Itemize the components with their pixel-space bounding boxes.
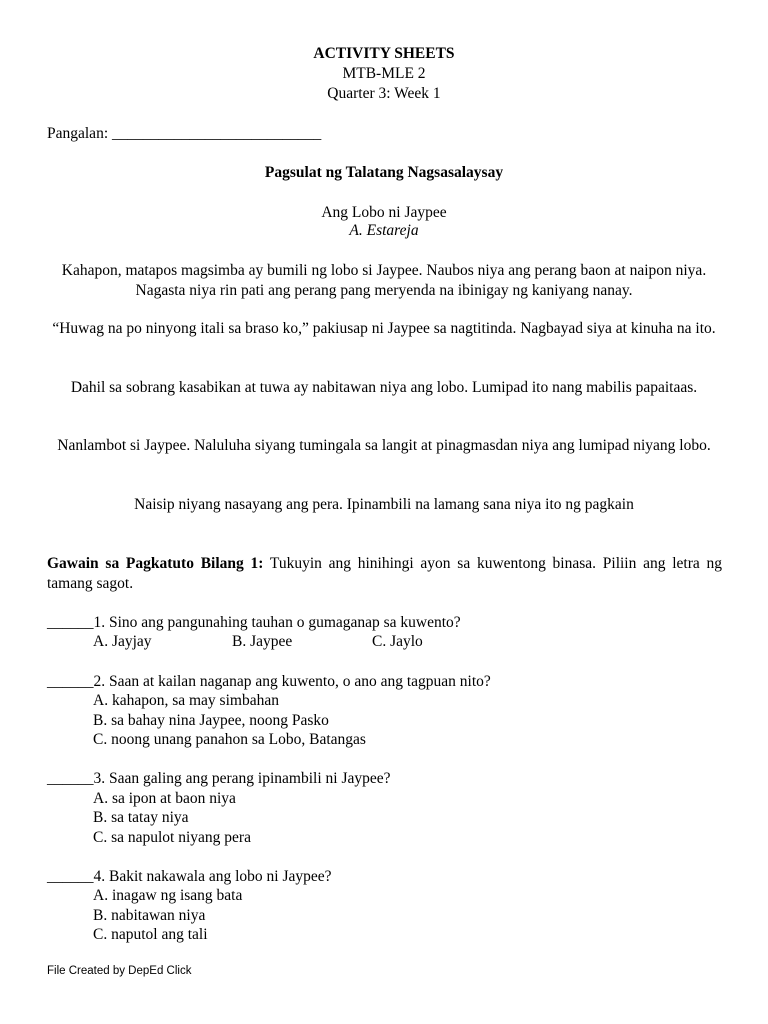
answer-blank: ______ — [47, 770, 94, 787]
answer-blank: ______ — [47, 673, 94, 690]
choice-a: A. inagaw ng isang bata — [93, 887, 243, 904]
answer-blank: ______ — [47, 868, 94, 885]
story-paragraph-2: “Huwag na po ninyong itali sa braso ko,” pakiusap ni Jaypee sa nagtitinda. Nagbayad siya at kinuha na ito. — [52, 320, 716, 337]
activity-instructions — [47, 554, 722, 593]
activity-label: Gawain sa Pagkatuto Bilang 1: — [47, 555, 264, 572]
story-paragraph-1: Kahapon, matapos magsimba ay bumili ng lobo si Jaypee. Naubos niya ang perang baon at naipon niya. Nagasta niya rin pati ang perang pang meryenda na ibinigay ng kaniyang nanay. — [61, 262, 707, 299]
choice-a: A. sa ipon at baon niya — [93, 790, 236, 807]
choice-b: B. nabitawan niya — [93, 907, 206, 924]
sheet-title: ACTIVITY SHEETS — [313, 45, 455, 62]
name-field — [47, 124, 321, 143]
question-1 — [47, 613, 461, 632]
choice-c: C. noong unang panahon sa Lobo, Batangas — [93, 731, 366, 748]
activity-text: Tukuyin ang hinihingi ayon sa kuwentong binasa. Piliin ang letra ng tamang sagot. — [47, 555, 722, 592]
choice-a: A. kahapon, sa may simbahan — [93, 692, 279, 709]
choice-c: C. sa napulot niyang pera — [93, 829, 251, 846]
choice-c: C. Jaylo — [372, 633, 423, 650]
name-label: Pangalan: — [47, 125, 109, 142]
lesson-title: Pagsulat ng Talatang Nagsasalaysay — [264, 164, 504, 181]
choice-c: C. naputol ang tali — [93, 926, 208, 943]
story-author: A. Estareja — [349, 222, 419, 239]
subject-label: MTB-MLE 2 — [342, 65, 426, 82]
question-2 — [47, 672, 491, 691]
story-title: Ang Lobo ni Jaypee — [321, 204, 447, 221]
story-paragraph-4: Nanlambot si Jaypee. Naluluha siyang tumingala sa langit at pinagmasdan niya ang lumipad niyang lobo. — [57, 437, 711, 454]
answer-blank: ______ — [47, 614, 94, 631]
choice-a: A. Jayjay — [93, 633, 152, 650]
question-4 — [47, 867, 332, 886]
choice-b: B. sa bahay nina Jaypee, noong Pasko — [93, 712, 329, 729]
question-text: 1. Sino ang pangunahing tauhan o gumaganap sa kuwento? — [93, 614, 461, 631]
question-text: 2. Saan at kailan naganap ang kuwento, o ano ang tagpuan nito? — [93, 673, 491, 690]
footer-credit: File Created by DepEd Click — [47, 965, 192, 977]
name-blank: ___________________________ — [112, 125, 322, 142]
question-text: 3. Saan galing ang perang ipinambili ni Jaypee? — [93, 770, 391, 787]
story-paragraph-5: Naisip niyang nasayang ang pera. Ipinambili na lamang sana niya ito ng pagkain — [134, 496, 634, 513]
question-text: 4. Bakit nakawala ang lobo ni Jaypee? — [93, 868, 332, 885]
quarter-label: Quarter 3: Week 1 — [327, 85, 441, 102]
choice-b: B. Jaypee — [232, 633, 293, 650]
story-paragraph-3: Dahil sa sobrang kasabikan at tuwa ay nabitawan niya ang lobo. Lumipad ito nang mabilis papaitaas. — [70, 379, 698, 396]
choice-b: B. sa tatay niya — [93, 809, 189, 826]
question-3 — [47, 769, 391, 788]
